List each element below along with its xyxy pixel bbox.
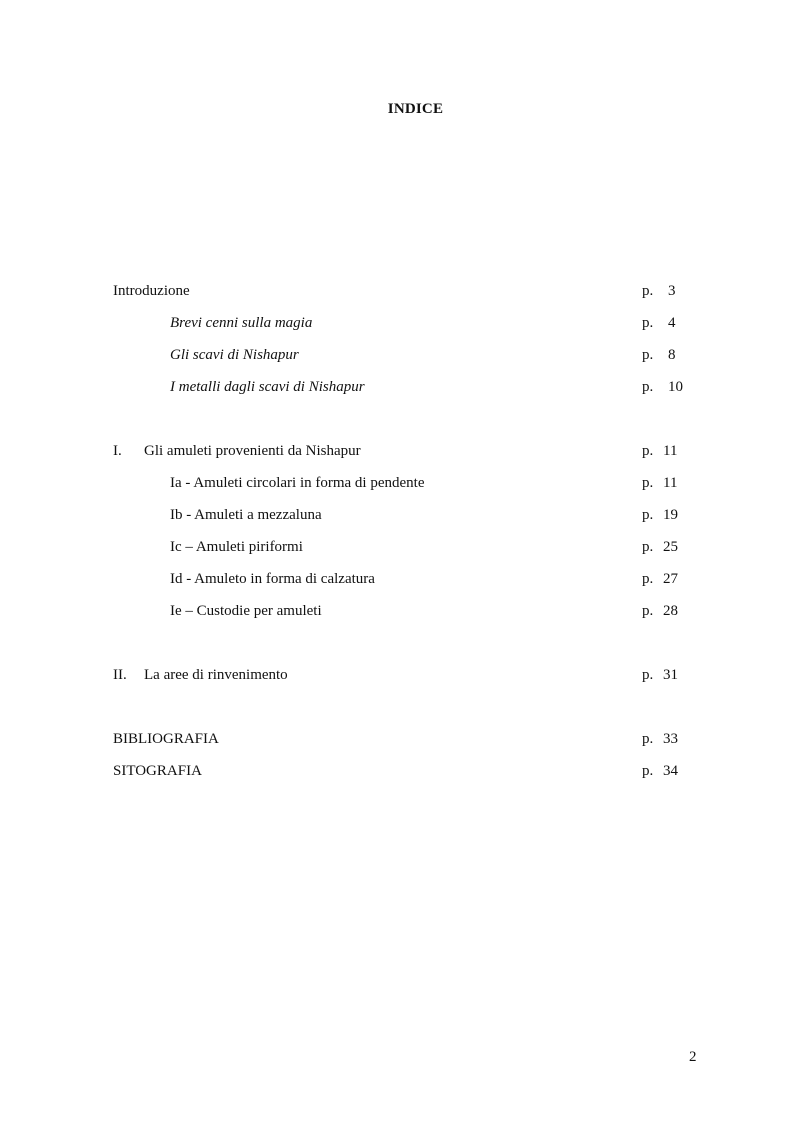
toc-entry-chapter-1[interactable] [0, 441, 793, 461]
toc-page-number: 8 [668, 347, 676, 363]
toc-page-prefix: p. [642, 539, 654, 555]
toc-entry-label: SITOGRAFIA [113, 763, 202, 779]
toc-page-prefix: p. [642, 315, 654, 331]
toc-page-number: 25 [663, 539, 678, 555]
toc-page-prefix: p. [642, 379, 654, 395]
toc-entry-1e[interactable] [0, 601, 793, 621]
page-title: INDICE [387, 101, 444, 117]
toc-page-prefix: p. [642, 507, 654, 523]
toc-page-prefix: p. [642, 667, 654, 683]
toc-entry-sitografia[interactable] [0, 761, 793, 781]
toc-page-number: 19 [663, 507, 678, 523]
toc-page-prefix: p. [642, 763, 654, 779]
toc-entry-1a[interactable] [0, 473, 793, 493]
toc-entry-label: Introduzione [113, 283, 190, 299]
toc-entry-bibliografia[interactable] [0, 729, 793, 749]
toc-page-number: 11 [663, 443, 678, 459]
toc-page-number: 10 [668, 379, 683, 395]
toc-entry-label: Brevi cenni sulla magia [170, 315, 313, 331]
toc-page-number: 27 [663, 571, 678, 587]
toc-entry-label: La aree di rinvenimento [144, 667, 288, 683]
toc-entry-label: Ie – Custodie per amuleti [170, 603, 322, 619]
toc-page-number: 34 [663, 763, 678, 779]
toc-chapter-number: I. [113, 443, 122, 459]
toc-entry-label: Ic – Amuleti piriformi [170, 539, 303, 555]
toc-entry-label: Ib - Amuleti a mezzaluna [170, 507, 322, 523]
toc-page-prefix: p. [642, 475, 654, 491]
toc-entry-1b[interactable] [0, 505, 793, 525]
toc-page-number: 3 [668, 283, 676, 299]
toc-entry-label: BIBLIOGRAFIA [113, 731, 219, 747]
toc-page-number: 31 [663, 667, 678, 683]
toc-entry-brevi-cenni[interactable] [0, 313, 793, 333]
toc-page-number: 33 [663, 731, 678, 747]
toc-entry-introduzione[interactable] [0, 281, 793, 301]
toc-entry-label: Id - Amuleto in forma di calzatura [170, 571, 375, 587]
toc-entry-label: Gli amuleti provenienti da Nishapur [144, 443, 361, 459]
toc-page-prefix: p. [642, 731, 654, 747]
toc-entry-metalli[interactable] [0, 377, 793, 397]
toc-entry-label: Ia - Amuleti circolari in forma di pendente [170, 475, 425, 491]
toc-entry-1c[interactable] [0, 537, 793, 557]
toc-page-number: 4 [668, 315, 676, 331]
toc-page-prefix: p. [642, 283, 654, 299]
toc-page-number: 11 [663, 475, 678, 491]
toc-page-prefix: p. [642, 603, 654, 619]
page-number: 2 [689, 1049, 697, 1065]
toc-page-prefix: p. [642, 347, 654, 363]
toc-page-prefix: p. [642, 571, 654, 587]
toc-entry-label: Gli scavi di Nishapur [170, 347, 299, 363]
toc-entry-1d[interactable] [0, 569, 793, 589]
toc-entry-chapter-2[interactable] [0, 665, 793, 685]
toc-entry-label: I metalli dagli scavi di Nishapur [170, 379, 365, 395]
toc-page-prefix: p. [642, 443, 654, 459]
toc-page-number: 28 [663, 603, 678, 619]
toc-chapter-number: II. [113, 667, 127, 683]
toc-entry-scavi[interactable] [0, 345, 793, 365]
